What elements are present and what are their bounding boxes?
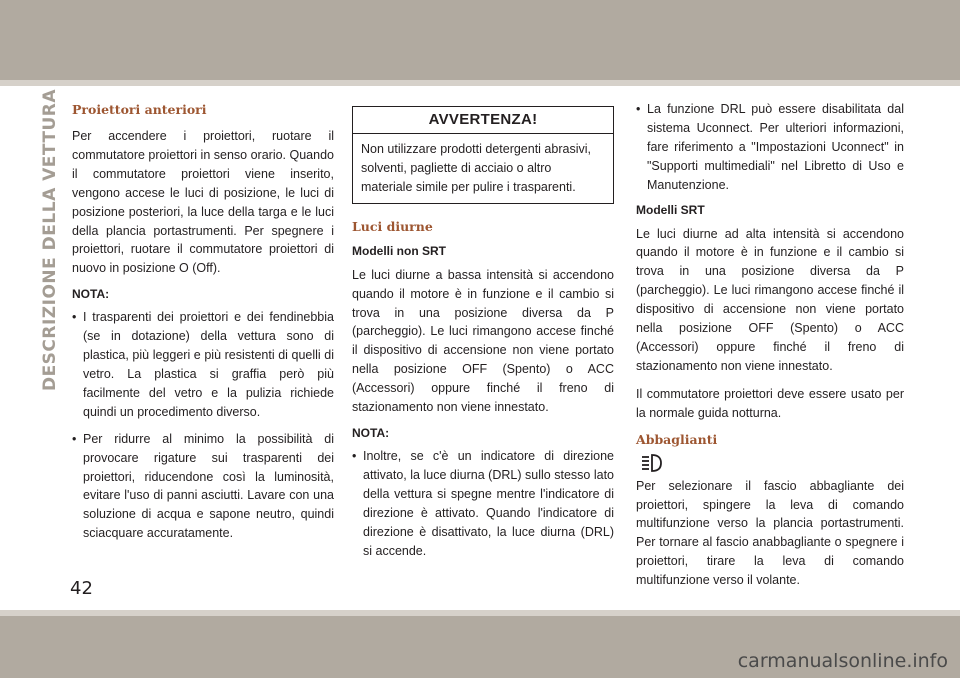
warning-box: [352, 106, 614, 204]
section-title-drl: Luci diurne: [352, 218, 433, 234]
page-number: 42: [70, 578, 93, 599]
section-side-label: [40, 88, 60, 392]
note-label: NOTA:: [72, 287, 110, 302]
header-band: [0, 0, 960, 86]
warning-title: AVVERTENZA!: [353, 107, 613, 134]
header-band-stripe: [0, 80, 960, 86]
high-beam-paragraph: Per selezionare il fascio abbagliante dei proiettori, spingere la leva di comando multifunzione verso la plancia portastrumenti. Per tornare al fascio anabbagliante o spegnere i proiettori, tirare la leva di comando multifunzione verso il volante.: [636, 478, 904, 588]
subhead-srt: Modelli SRT: [636, 202, 705, 217]
watermark: carmanualsonline.info: [737, 650, 948, 672]
section-side-label-text: DESCRIZIONE DELLA VETTURA: [40, 88, 60, 392]
list-item: • Per ridurre al minimo la possibilità di provocare rigature sui trasparenti dei proiettori, riducendone così la luminosità, evitare l'uso di panni asciutti. Lavare con una soluzione di acqua e sapone neutro, quindi sciacquare accuratamente.: [72, 430, 334, 543]
column-left: [72, 100, 334, 551]
srt-paragraph: Le luci diurne ad alta intensità si accendono quando il motore è in funzione e il cambio si trova in una posizione diversa da P (parcheggio). Le luci rimangono accese finché il dispositivo di accensione non viene portato nella posizione OFF (Spento) o ACC (Accessori) oppure finché il freno di stazionamento non viene innestato.: [636, 226, 904, 373]
note-list: [72, 308, 334, 543]
list-item: • Inoltre, se c'è un indicatore di direzione attivato, la luce diurna (DRL) sullo stesso lato della vettura si spegne mentre l'indicatore di direzione è attivato. Quando l'indicatore di direzione è disattivato, la luce diurna (DRL) si accende.: [352, 447, 614, 560]
note-label: NOTA:: [352, 425, 390, 440]
headlights-paragraph: Per accendere i proiettori, ruotare il commutatore proiettori in senso orario. Quando il commutatore proiettori viene inserito, vengono accese le luci di posizione, le luci di posizione posteriori, la luce della targa e le luci della plancia portastrumenti. Per spegnere i proiettori, ruotare il commutatore proiettori di nuovo in posizione O (Off).: [72, 129, 334, 276]
footer-band-stripe: [0, 610, 960, 616]
note-list: [636, 100, 904, 195]
column-middle: [352, 100, 614, 568]
subhead-non-srt: Modelli non SRT: [352, 243, 446, 258]
night-driving-paragraph: Il commutatore proiettori deve essere usato per la normale guida notturna.: [636, 386, 904, 420]
column-right: [636, 100, 904, 599]
note-list: [352, 447, 614, 560]
drl-paragraph: Le luci diurne a bassa intensità si accendono quando il motore è in funzione e il cambio si trova in una posizione diversa da P (parcheggio). Le luci rimangono accese finché il dispositivo di accensione non viene portato nella posizione OFF (Spento) o ACC (Accessori) oppure finché il freno di stazionamento non viene innestato.: [352, 267, 614, 415]
section-title-headlights: Proiettori anteriori: [72, 102, 207, 117]
high-beam-icon: [640, 453, 664, 473]
list-item: • I trasparenti dei proiettori e dei fendinebbia (se in dotazione) della vettura sono di plastica, più leggeri e più resistenti di quelli di vetro. La plastica si graffia però più facilmente del vetro e la pulizia richiede quindi un procedimento diverso.: [72, 308, 334, 421]
warning-text: Non utilizzare prodotti detergenti abrasivi, solventi, pagliette di acciaio o altro materiale simile per pulire i trasparenti.: [361, 142, 591, 194]
list-item: • La funzione DRL può essere disabilitata dal sistema Uconnect. Per ulteriori informazioni, fare riferimento a "Impostazioni Uconnect" in "Supporti multimediali" nel Libretto di Uso e Manutenzione.: [636, 100, 904, 195]
section-title-high-beams: Abbaglianti: [636, 431, 718, 447]
